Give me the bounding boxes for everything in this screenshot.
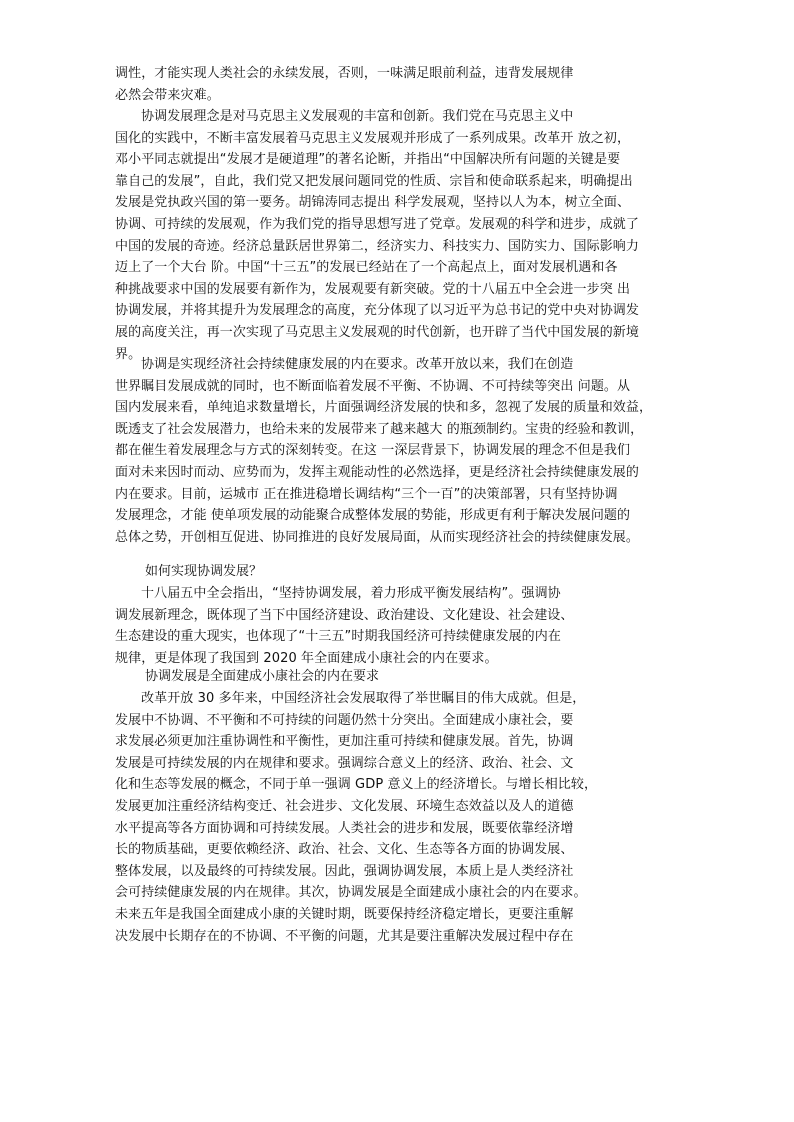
- text-line: 靠自己的发展”，自此，我们党又把发展问题同党的性质、宗旨和使命联系起来，明确提出: [115, 173, 633, 189]
- section-heading-sub: 协调发展是全面建成小康社会的内在要求: [145, 669, 380, 684]
- text-line: 邓小平同志就提出“发展才是硬道理”的著名论断，并指出“中国解决所有问题的关键是要: [115, 152, 621, 168]
- text-line: 发展理念，才能 使单项发展的动能聚合成整体发展的势能，形成更有利于解决发展问题的: [115, 508, 631, 524]
- text-line: 发展是可持续发展的内在规律和要求。强调综合意义上的经济、政治、社会、文: [115, 755, 574, 771]
- text-line: 整体发展，以及最终的可持续发展。因此，强调协调发展，本质上是人类经济社: [115, 863, 574, 879]
- text-line: 未来五年是我国全面建成小康的关键时期，既要保持经济稳定增长，更要注重解: [115, 906, 574, 922]
- text-line: 既透支了社会发展潜力，也给未来的发展带来了越来越大 的瓶颈制约。宝贵的经验和教训，: [115, 421, 644, 437]
- text-line: 种挑战要求中国的发展要有新作为，发展观要有新突破。党的十八届五中全会进一步突 出: [115, 281, 631, 297]
- paragraph-2: [115, 106, 685, 365]
- paragraph-1: [115, 63, 685, 106]
- text-line: 界。: [115, 346, 142, 362]
- text-line: 协调发展理念是对马克思主义发展观的丰富和创新。我们党在马克思主义中: [141, 109, 574, 124]
- text-line: 中国的发展的奇迹。经济总量跃居世界第二，经济实力、科技实力、国防实力、国际影响力: [115, 238, 640, 254]
- text-line: 调发展新理念，既体现了当下中国经济建设、政治建设、文化建设、社会建设、: [115, 607, 574, 623]
- text-line: 水平提高等各方面协调和可持续发展。人类社会的进步和发展，既要依靠经济增: [115, 820, 574, 836]
- text-line: 国内发展来看，单纯追求数量增长，片面强调经济发展的快和多，忽视了发展的质量和效益，: [115, 400, 653, 416]
- text-line: 都在催生着发展理念与方式的深刻转变。在这 一深层背景下，协调发展的理念不但是我们: [115, 443, 631, 459]
- text-line: 调性，才能实现人类社会的永续发展，否则，一味满足眼前利益，违背发展规律: [115, 66, 574, 81]
- text-line: 国化的实践中，不断丰富发展着马克思主义发展观并形成了一系列成果。改革开 放之初，: [115, 130, 631, 146]
- text-line: 展的高度关注，再一次实现了马克思主义发展观的时代创新，也开辟了当代中国发展的新境: [115, 324, 640, 340]
- text-line: 内在要求。目前，运城市 正在推进稳增长调结构“三个一百”的决策部署，只有坚持协调: [115, 486, 618, 502]
- text-line: 生态建设的重大现实，也体现了“十三五”时期我国经济可持续健康发展的内在: [115, 629, 561, 645]
- text-line: 十八届五中全会指出，“坚持协调发展，着力形成平衡发展结构”。强调协: [141, 586, 561, 601]
- text-line: 必然会带来灾难。: [115, 87, 220, 103]
- text-line: 迈上了一个大台 阶。中国“十三五”的发展已经站在了一个高起点上，面对发展机遇和各: [115, 260, 618, 276]
- text-line: 发展更加注重经济结构变迁、社会进步、文化发展、环境生态效益以及人的道德: [115, 798, 574, 814]
- section-heading-question: 如何实现协调发展？: [145, 564, 263, 579]
- text-line: 面对未来因时而动、应势而为，发挥主观能动性的必然选择，更是经济社会持续健康发展的: [115, 464, 640, 480]
- text-line: 会可持续健康发展的内在规律。其次，协调发展是全面建成小康社会的内在要求。: [115, 885, 587, 901]
- text-line: 化和生态等发展的概念，不同于单一强调 GDP 意义上的经济增长。与增长相比较，: [115, 777, 598, 793]
- text-line: 改革开放 30 多年来，中国经济社会发展取得了举世瞩目的伟大成就。但是，: [141, 691, 586, 706]
- text-line: 协调、可持续的发展观，作为我们党的指导思想写进了党章。发展观的科学和进步，成就了: [115, 216, 640, 232]
- text-line: 决发展中长期存在的不协调、不平衡的问题，尤其是要注重解决发展过程中存在: [115, 928, 574, 944]
- text-line: 世界瞩目发展成就的同时，也不断面临着发展不平衡、不协调、不可持续等突出 问题。从: [115, 378, 631, 394]
- text-line: 求发展必须更加注重协调性和平衡性，更加注重可持续和健康发展。首先，协调: [115, 734, 574, 750]
- text-line: 协调是实现经济社会持续健康发展的内在要求。改革开放以来，我们在创造: [141, 357, 574, 372]
- text-line: 规律，更是体现了我国到 2020 年全面建成小康社会的内在要求。: [115, 650, 498, 666]
- paragraph-4: [115, 583, 685, 669]
- paragraph-3: [115, 354, 685, 548]
- paragraph-5: [115, 688, 685, 947]
- text-line: 长的物质基础，更要依赖经济、政治、社会、文化、生态等各方面的协调发展、: [115, 842, 574, 858]
- text-line: 发展是党执政兴国的第一要务。胡锦涛同志提出 科学发展观，坚持以人为本，树立全面、: [115, 195, 631, 211]
- text-line: 总体之势，开创相互促进、协同推进的良好发展局面，从而实现经济社会的持续健康发展。: [115, 529, 640, 545]
- text-line: 发展中不协调、不平衡和不可持续的问题仍然十分突出。全面建成小康社会，要: [115, 712, 574, 728]
- text-line: 协调发展，并将其提升为发展理念的高度，充分体现了以习近平为总书记的党中央对协调发: [115, 303, 640, 319]
